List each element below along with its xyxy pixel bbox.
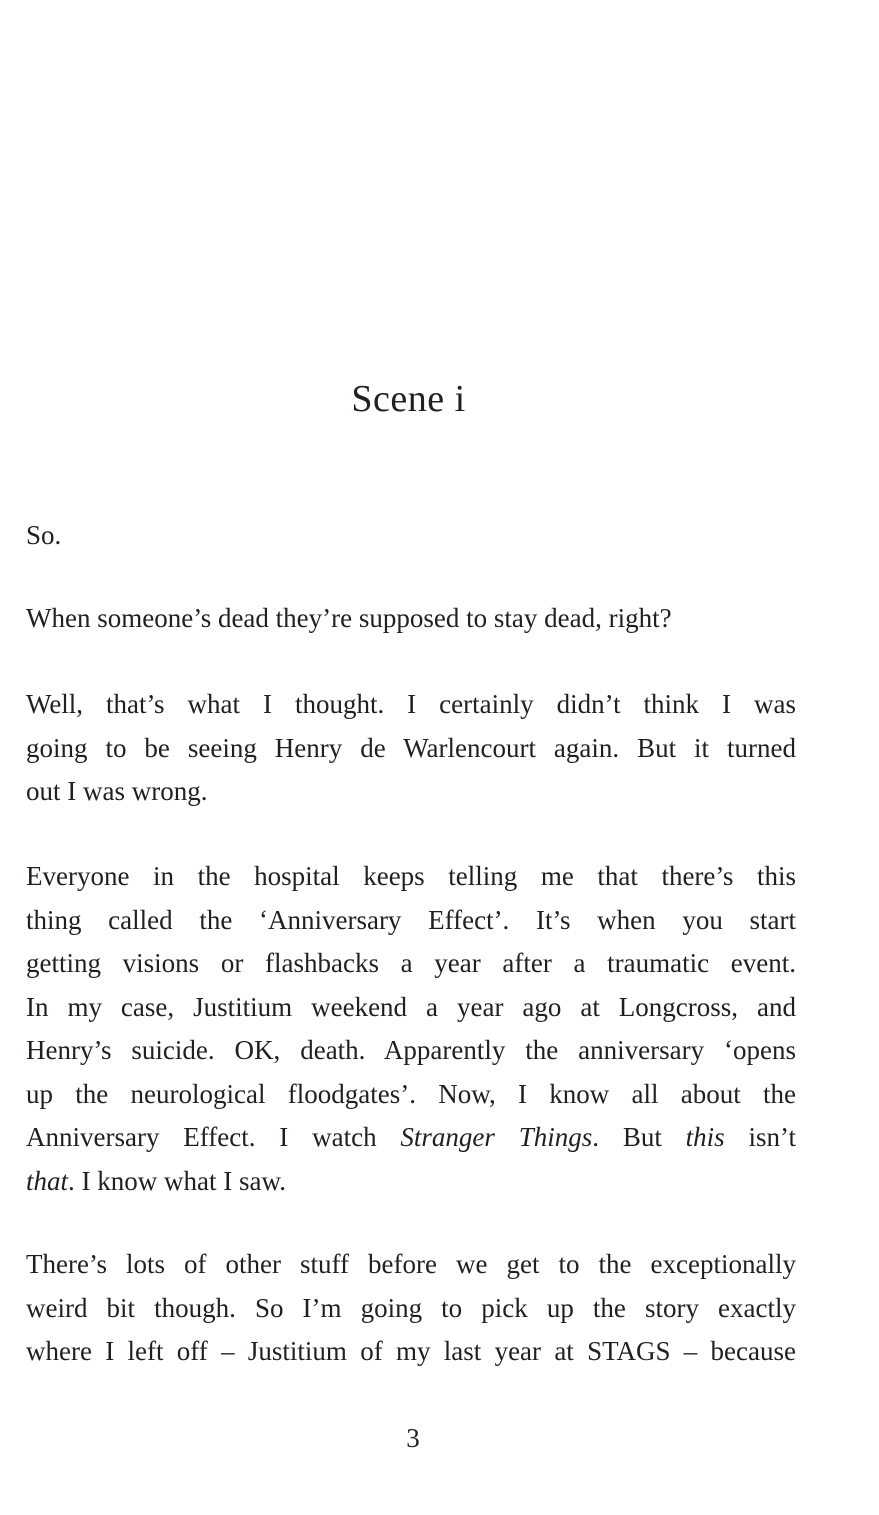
italic-emphasis: this	[685, 1122, 725, 1152]
text-run: . But	[592, 1122, 686, 1152]
italic-emphasis: that	[26, 1165, 69, 1196]
paragraph-2	[26, 597, 796, 641]
text-line: out I was wrong.	[26, 776, 208, 806]
text-line: up the neurological floodgates’. Now, I know all about the	[26, 1078, 796, 1109]
paragraph-3	[26, 683, 796, 814]
text-line: There’s lots of other stuff before we get to the exceptionally	[26, 1249, 796, 1279]
paragraph-5	[26, 1243, 796, 1374]
text-line	[26, 1116, 796, 1160]
italic-title: Stranger Things	[400, 1122, 593, 1152]
text-line: Well, that’s what I thought. I certainly didn’t think I was	[26, 689, 796, 719]
text-line: thing called the ‘Anniversary Effect’. It’s when you start	[26, 904, 796, 935]
text-line: weird bit though. So I’m going to pick up the story exactly	[26, 1292, 796, 1323]
text-line: In my case, Justitium weekend a year ago at Longcross, and	[26, 991, 796, 1022]
paragraph-4	[26, 855, 796, 1203]
text-line: When someone’s dead they’re supposed to stay dead, right?	[26, 603, 672, 633]
text-run: isn’t	[724, 1122, 797, 1152]
paragraph-1	[26, 514, 796, 558]
text-line: Everyone in the hospital keeps telling me that there’s this	[26, 861, 796, 891]
text-line: getting visions or flashbacks a year after a traumatic event.	[26, 948, 796, 978]
text-line: going to be seeing Henry de Warlencourt again. But it turned	[26, 732, 796, 763]
chapter-title: Scene i	[351, 378, 466, 420]
text-line: where I left off – Justitium of my last year at STAGS – because	[26, 1336, 796, 1366]
text-run: Anniversary Effect. I watch	[26, 1122, 401, 1152]
text-run: . I know what I saw.	[68, 1165, 286, 1196]
text-line: Henry’s suicide. OK, death. Apparently the anniversary ‘opens	[26, 1035, 796, 1065]
text-line	[26, 1160, 796, 1204]
page-number: 3	[406, 1423, 420, 1453]
text-line: So.	[26, 520, 62, 550]
